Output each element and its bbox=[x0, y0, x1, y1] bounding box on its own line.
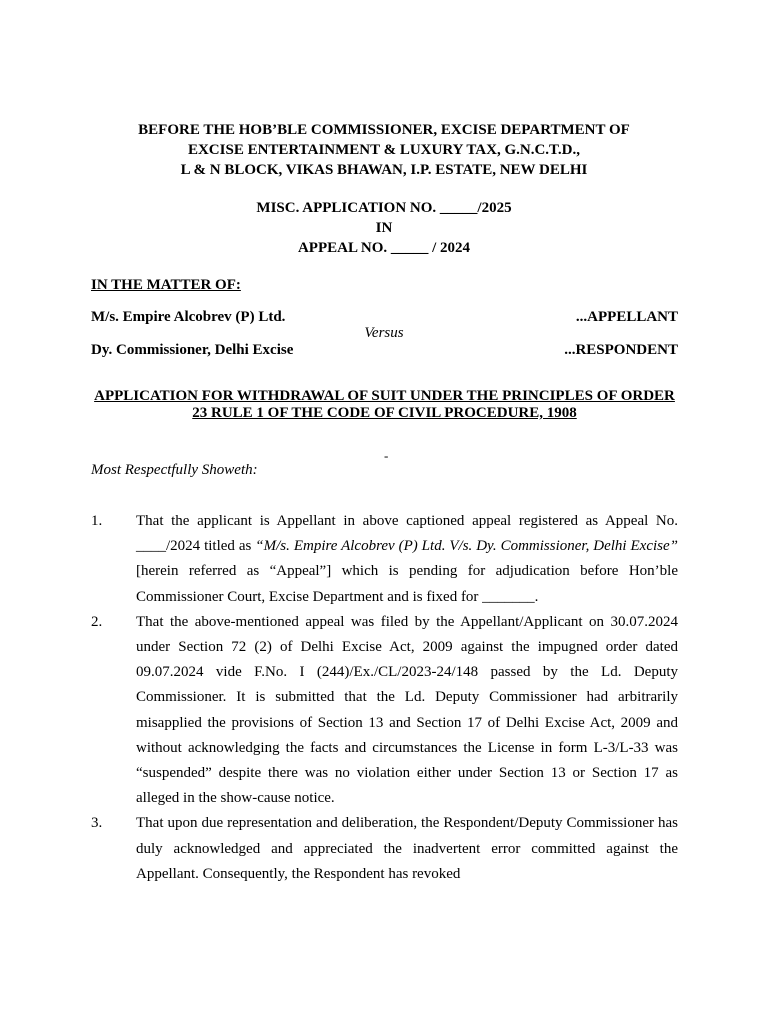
appeal-number: APPEAL NO. _____ / 2024 bbox=[297, 240, 471, 256]
paragraph-2 bbox=[91, 610, 678, 812]
paragraph-number: 2. bbox=[91, 613, 103, 630]
court-header-line-2: EXCISE ENTERTAINMENT & LUXURY TAX, G.N.C.T.D., bbox=[187, 142, 581, 158]
paragraph-1 bbox=[91, 509, 678, 610]
salutation: Most Respectfully Showeth: bbox=[91, 462, 258, 478]
respondent-row bbox=[91, 342, 678, 359]
misc-application-number: MISC. APPLICATION NO. _____/2025 bbox=[256, 200, 512, 216]
respondent-name: Dy. Commissioner, Delhi Excise bbox=[91, 342, 294, 358]
case-title-italic: “M/s. Empire Alcobrev (P) Ltd. V/s. Dy. Commissioner, Delhi Excise” bbox=[255, 538, 678, 555]
appellant-row bbox=[91, 309, 678, 326]
paragraph-text bbox=[136, 509, 678, 610]
court-header-line-1: BEFORE THE HOB’BLE COMMISSIONER, EXCISE DEPARTMENT OF bbox=[138, 122, 630, 138]
appellant-name: M/s. Empire Alcobrev (P) Ltd. bbox=[91, 309, 286, 325]
paragraph-number: 3. bbox=[91, 815, 103, 832]
court-header-line-3: L & N BLOCK, VIKAS BHAWAN, I.P. ESTATE, NEW DELHI bbox=[180, 162, 588, 178]
paragraph-3 bbox=[91, 811, 678, 887]
paragraph-text: That upon due representation and deliberation, the Respondent/Deputy Commissioner has duly acknowledged and appreciated the inadvertent error committed against the Appellant. Consequently, the Respondent has revoked bbox=[136, 815, 678, 882]
in-connector: IN bbox=[375, 220, 393, 236]
application-title: APPLICATION FOR WITHDRAWAL OF SUIT UNDER THE PRINCIPLES OF ORDER 23 RULE 1 OF THE CODE OF CIVIL PROCEDURE, 1908 bbox=[94, 388, 675, 421]
respondent-role: ...RESPONDENT bbox=[564, 342, 678, 358]
paragraph-text-tail: [herein referred as “Appeal”] which is pending for adjudication before Hon’ble Commissioner Court, Excise Department and is fixed for _______. bbox=[136, 563, 678, 605]
case-numbers bbox=[60, 198, 708, 258]
appellant-role: ...APPELLANT bbox=[575, 309, 678, 325]
matter-heading: IN THE MATTER OF: bbox=[91, 277, 241, 293]
court-header bbox=[60, 120, 708, 180]
paragraph-number: 1. bbox=[91, 513, 103, 529]
versus-label: Versus bbox=[364, 325, 404, 341]
paragraph-text-lead: That the applicant is Appellant in above captioned appeal registered as Appeal No. ____/2024 titled as bbox=[136, 513, 678, 555]
paragraph-text: That the above-mentioned appeal was filed by the Appellant/Applicant on 30.07.2024 under Section 72 (2) of Delhi Excise Act, 2009 against the impugned order dated 09.07.2024 vide F.No. I (244)/Ex./CL/2023-24/148 passed by the Ld. Deputy Commissioner. It is submitted that the Ld. Deputy Commissioner had arbitrarily misapplied the provisions of Section 13 and Section 17 of Delhi Excise Act, 2009 and without acknowledging the facts and circumstances the License in form L-3/L-33 was “suspended” despite there was no violation either under Section 13 or Section 17 as alleged in the show-cause notice. bbox=[136, 613, 678, 807]
paragraph-list bbox=[91, 509, 678, 887]
separator-dash: - bbox=[384, 448, 389, 463]
